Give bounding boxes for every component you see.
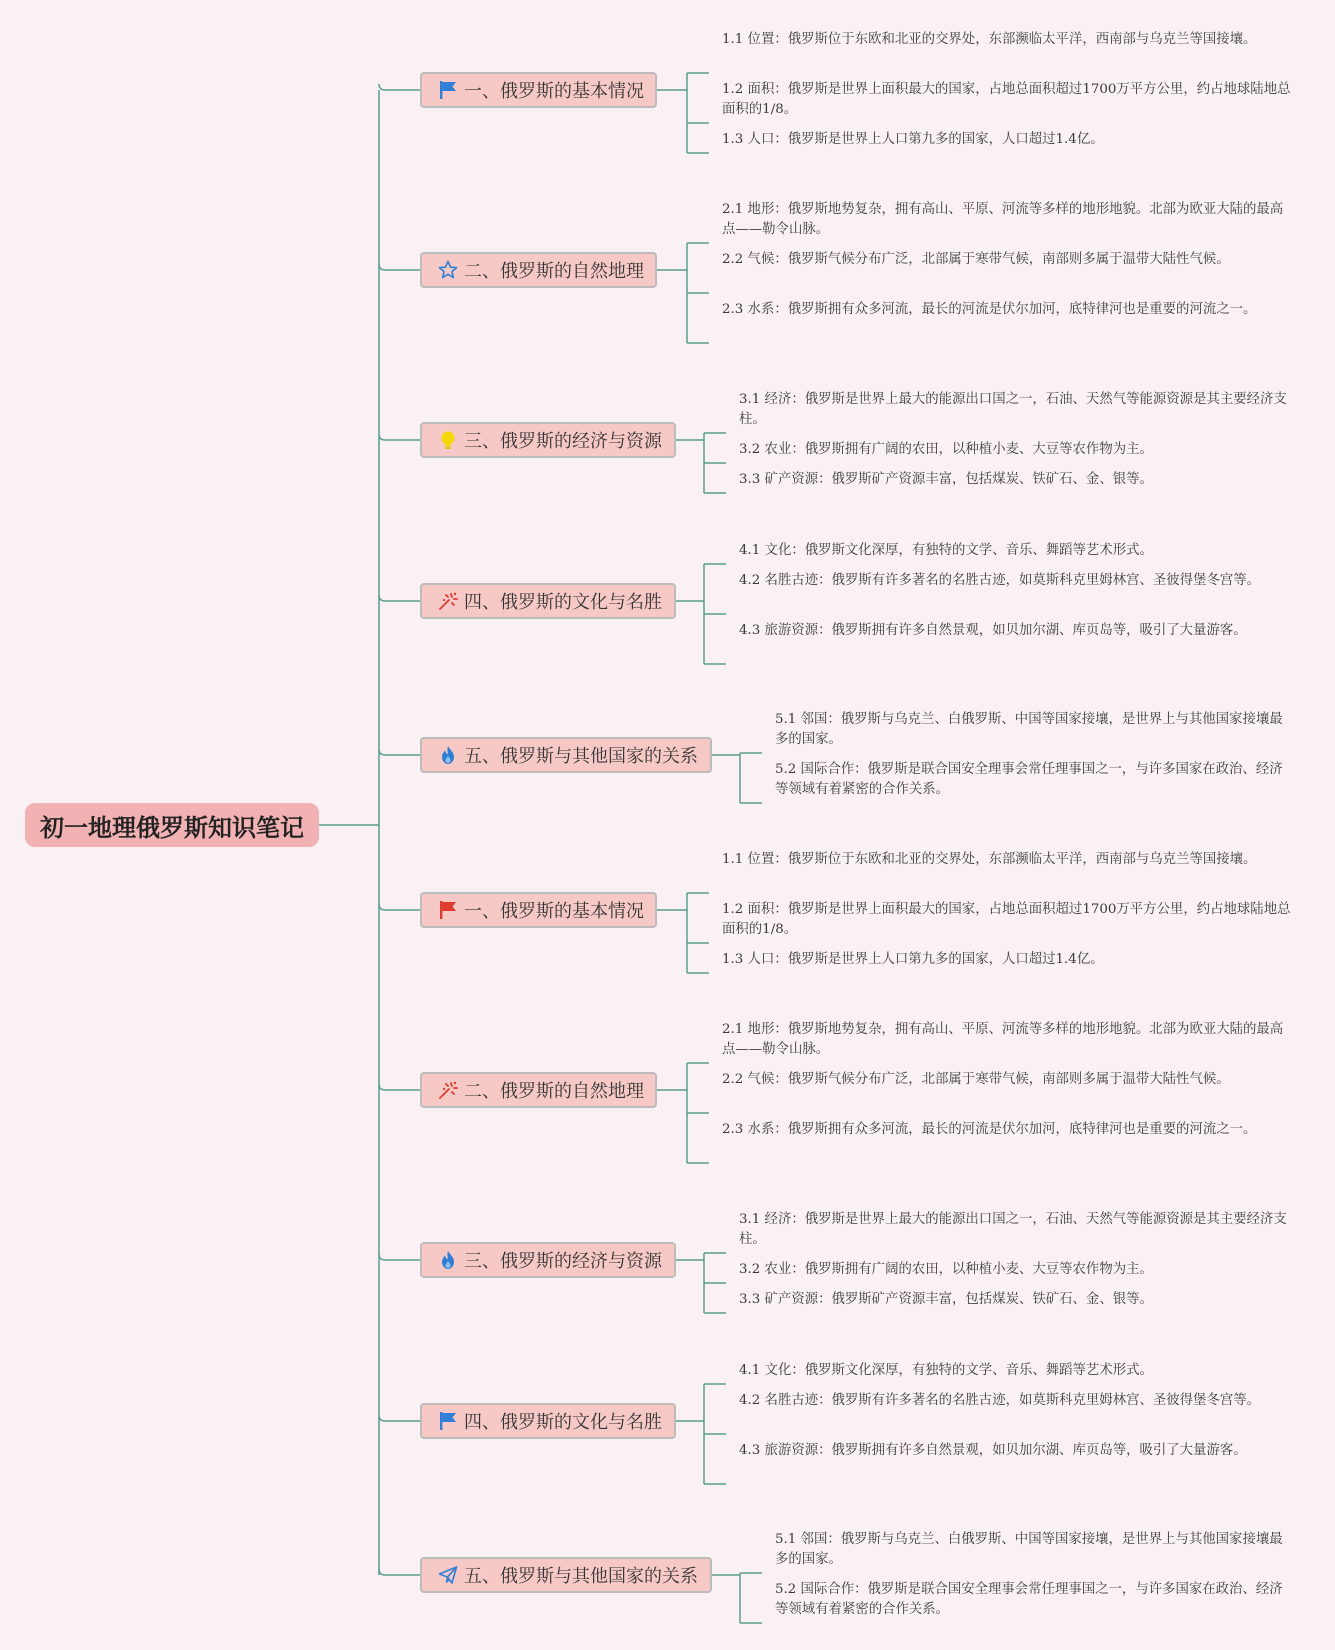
branch-label: 二、俄罗斯的自然地理 [464,261,644,282]
leaf-note[interactable]: 1.3 人口：俄罗斯是世界上人口第九多的国家，人口超过1.4亿。 [722,132,1104,147]
connector-line [379,434,420,440]
leaf-note[interactable]: 2.2 气候：俄罗斯气候分布广泛，北部属于寒带气候，南部则多属于温带大陆性气候。 [722,1072,1230,1087]
leaf-note[interactable]: 1.1 位置：俄罗斯位于东欧和北亚的交界处，东部濒临太平洋，西南部与乌克兰等国接壤。 [722,852,1257,867]
leaf-note[interactable]: 1.2 面积：俄罗斯是世界上面积最大的国家，占地总面积超过1700万平方公里，约占地球陆地总面积的1/8。 [722,902,1291,937]
leaf-note[interactable]: 2.1 地形：俄罗斯地势复杂，拥有高山、平原、河流等多样的地形地貌。北部为欧亚大陆的最高点——勒令山脉。 [722,202,1284,237]
branch-label: 三、俄罗斯的经济与资源 [464,431,662,452]
root-topic[interactable]: 初一地理俄罗斯知识笔记 [25,803,319,847]
connector-line [379,1569,420,1575]
blue-flag-icon [438,1411,458,1431]
leaf-note[interactable]: 3.3 矿产资源：俄罗斯矿产资源丰富，包括煤炭、铁矿石、金、银等。 [739,1292,1153,1307]
branch-label: 四、俄罗斯的文化与名胜 [464,592,662,613]
leaf-note[interactable]: 2.3 水系：俄罗斯拥有众多河流，最长的河流是伏尔加河，底特律河也是重要的河流之一。 [722,1122,1257,1137]
branch-label: 二、俄罗斯的自然地理 [464,1081,644,1102]
connector-line [379,1254,420,1260]
branch-label: 一、俄罗斯的基本情况 [464,81,644,102]
leaf-note[interactable]: 4.3 旅游资源：俄罗斯拥有许多自然景观，如贝加尔湖、库页岛等，吸引了大量游客。 [739,623,1247,638]
branch-topic[interactable] [420,72,657,108]
branch-label: 一、俄罗斯的基本情况 [464,901,644,922]
branch-label: 三、俄罗斯的经济与资源 [464,1251,662,1272]
leaf-note[interactable]: 3.1 经济：俄罗斯是世界上最大的能源出口国之一，石油、天然气等能源资源是其主要经济支柱。 [739,392,1287,427]
connector-line [379,84,420,90]
leaf-note[interactable]: 4.1 文化：俄罗斯文化深厚，有独特的文学、音乐、舞蹈等艺术形式。 [739,1363,1153,1378]
branch-topic[interactable] [420,252,657,288]
leaf-note[interactable]: 4.3 旅游资源：俄罗斯拥有许多自然景观，如贝加尔湖、库页岛等，吸引了大量游客。 [739,1443,1247,1458]
paper-plane-icon [438,1565,458,1585]
leaf-note[interactable]: 4.2 名胜古迹：俄罗斯有许多著名的名胜古迹，如莫斯科克里姆林宫、圣彼得堡冬宫等。 [739,1393,1261,1408]
leaf-note[interactable]: 3.2 农业：俄罗斯拥有广阔的农田，以种植小麦、大豆等农作物为主。 [739,442,1153,457]
leaf-note[interactable]: 3.1 经济：俄罗斯是世界上最大的能源出口国之一，石油、天然气等能源资源是其主要经济支柱。 [739,1212,1287,1247]
leaf-note[interactable]: 1.3 人口：俄罗斯是世界上人口第九多的国家，人口超过1.4亿。 [722,952,1104,967]
branch-topic[interactable] [420,1557,712,1593]
red-flag-icon [438,900,458,920]
flame-icon [438,1250,458,1270]
firework-icon [438,591,458,611]
leaf-note[interactable]: 4.1 文化：俄罗斯文化深厚，有独特的文学、音乐、舞蹈等艺术形式。 [739,543,1153,558]
connector-line [379,264,420,270]
branch-label: 五、俄罗斯与其他国家的关系 [464,1566,698,1587]
leaf-note[interactable]: 4.2 名胜古迹：俄罗斯有许多著名的名胜古迹，如莫斯科克里姆林宫、圣彼得堡冬宫等。 [739,573,1261,588]
connector-line [379,749,420,755]
branch-label: 五、俄罗斯与其他国家的关系 [464,746,698,767]
branch-topic[interactable] [420,1403,676,1439]
flame-icon [438,745,458,765]
connector-line [379,595,420,601]
star-icon [438,260,458,280]
branch-topic[interactable] [420,892,657,928]
branch-topic[interactable] [420,1242,676,1278]
leaf-note[interactable]: 3.2 农业：俄罗斯拥有广阔的农田，以种植小麦、大豆等农作物为主。 [739,1262,1153,1277]
branch-label: 四、俄罗斯的文化与名胜 [464,1412,662,1433]
leaf-note[interactable]: 3.3 矿产资源：俄罗斯矿产资源丰富，包括煤炭、铁矿石、金、银等。 [739,472,1153,487]
leaf-note[interactable]: 2.1 地形：俄罗斯地势复杂，拥有高山、平原、河流等多样的地形地貌。北部为欧亚大陆的最高点——勒令山脉。 [722,1022,1284,1057]
firework-icon [438,1080,458,1100]
leaf-note[interactable]: 5.2 国际合作：俄罗斯是联合国安全理事会常任理事国之一，与许多国家在政治、经济等领域有着紧密的合作关系。 [775,1582,1283,1617]
connector-line [379,1415,420,1421]
branch-topic[interactable] [420,1072,657,1108]
branch-topic[interactable] [420,422,676,458]
leaf-note[interactable]: 5.1 邻国：俄罗斯与乌克兰、白俄罗斯、中国等国家接壤，是世界上与其他国家接壤最多的国家。 [775,1532,1283,1567]
leaf-note[interactable]: 2.3 水系：俄罗斯拥有众多河流，最长的河流是伏尔加河，底特律河也是重要的河流之一。 [722,302,1257,317]
blue-flag-icon [438,80,458,100]
leaf-note[interactable]: 2.2 气候：俄罗斯气候分布广泛，北部属于寒带气候，南部则多属于温带大陆性气候。 [722,252,1230,267]
leaf-note[interactable]: 1.1 位置：俄罗斯位于东欧和北亚的交界处，东部濒临太平洋，西南部与乌克兰等国接壤。 [722,32,1257,47]
leaf-note[interactable]: 5.1 邻国：俄罗斯与乌克兰、白俄罗斯、中国等国家接壤，是世界上与其他国家接壤最多的国家。 [775,712,1283,747]
connector-line [379,904,420,910]
branch-topic[interactable] [420,583,676,619]
leaf-note[interactable]: 1.2 面积：俄罗斯是世界上面积最大的国家，占地总面积超过1700万平方公里，约占地球陆地总面积的1/8。 [722,82,1291,117]
leaf-note[interactable]: 5.2 国际合作：俄罗斯是联合国安全理事会常任理事国之一，与许多国家在政治、经济等领域有着紧密的合作关系。 [775,762,1283,797]
lightbulb-icon [438,430,458,450]
branch-topic[interactable] [420,737,712,773]
connector-line [379,1084,420,1090]
